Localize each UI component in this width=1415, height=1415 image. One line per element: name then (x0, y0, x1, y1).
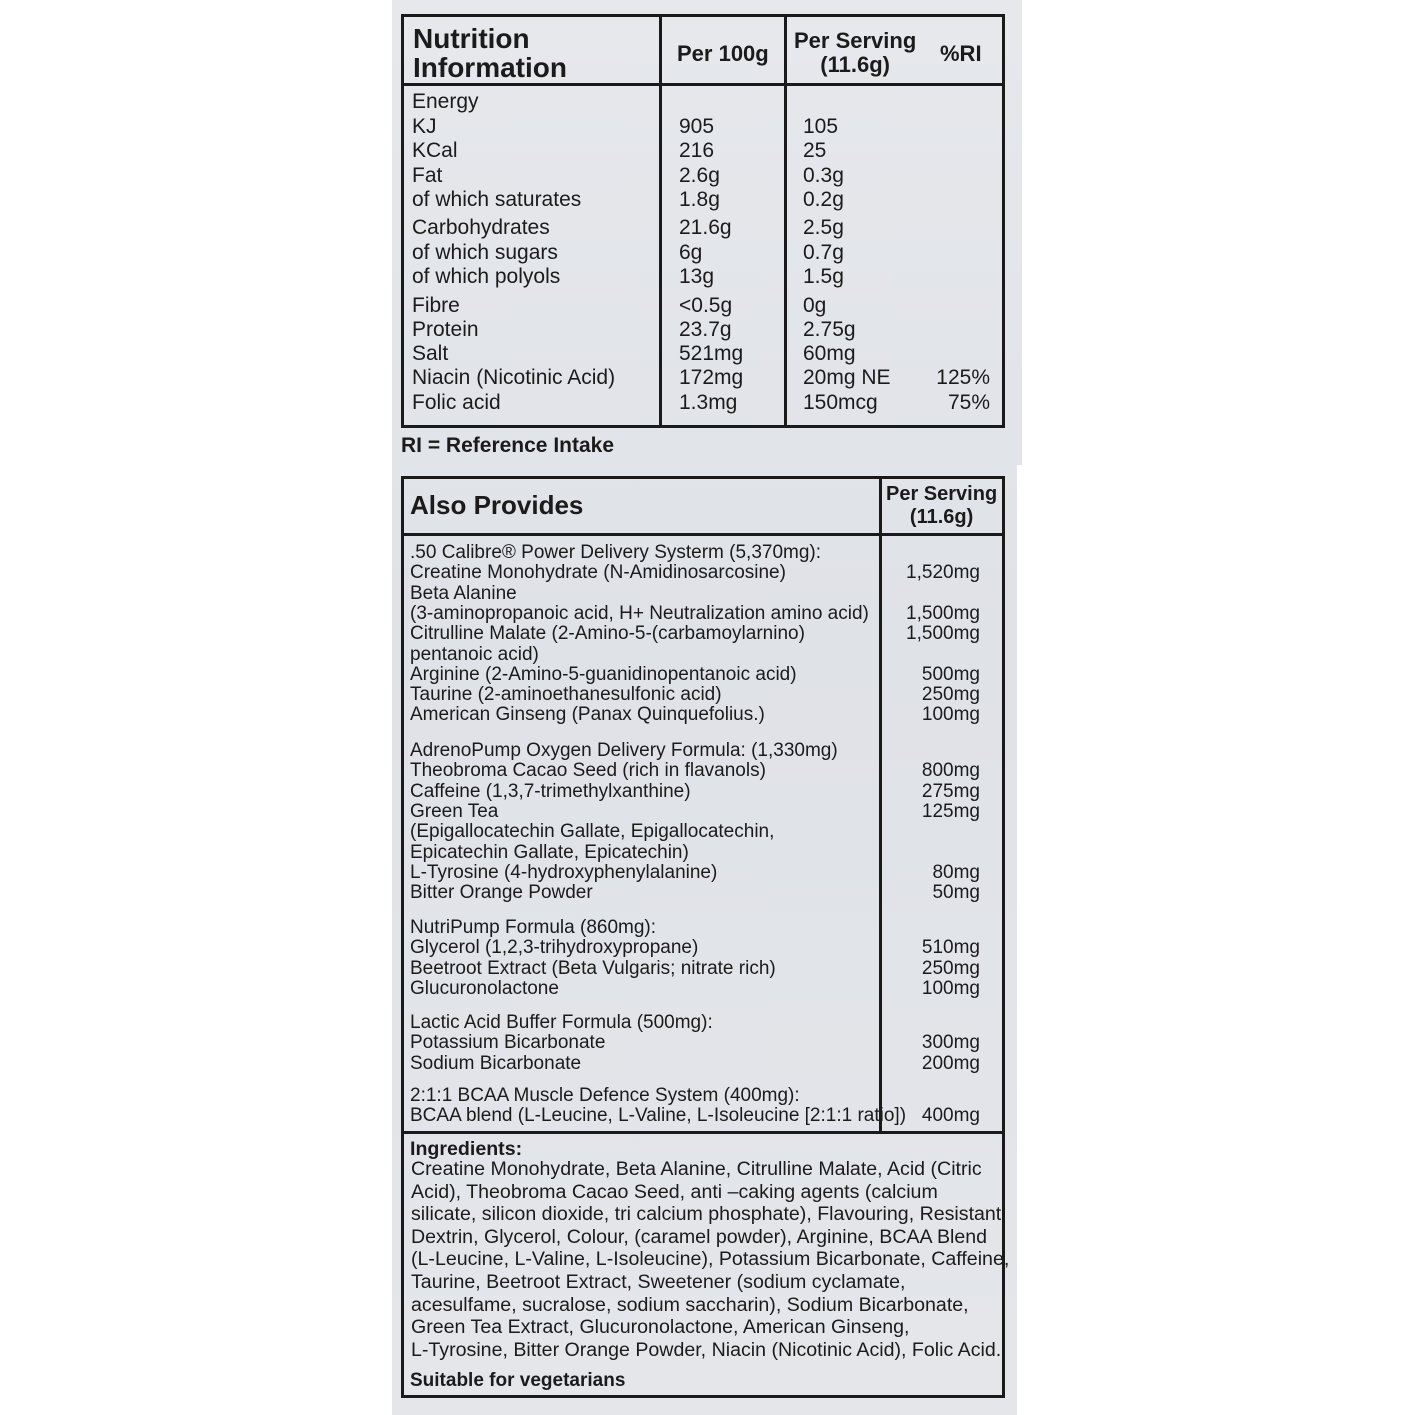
nutrient-label: Fat (412, 163, 443, 187)
nutrient-per-serving: 0.3g (803, 163, 844, 187)
supplement-ingredient: Beta Alanine (410, 582, 517, 604)
nutrient-per-100g: 13g (679, 265, 715, 288)
nutrient-per-serving: 60mg (803, 342, 856, 365)
supplement-amount: 300mg (921, 1032, 980, 1054)
ingredients-line: L-Tyrosine, Bitter Orange Powder, Niacin (Nicotinic Acid), Folic Acid. (411, 1338, 1002, 1361)
nutrition-title-line1: Nutrition (413, 23, 530, 54)
supplement-ingredient: Bitter Orange Powder (410, 882, 593, 904)
col-per-serving-line2: (11.6g) (820, 52, 890, 77)
nutrient-per-serving: 2.5g (803, 216, 844, 239)
nutrient-label: KCal (412, 139, 458, 162)
supplement-ingredient: Theobroma Cacao Seed (rich in flavanols) (410, 760, 766, 782)
nutrient-per-100g: 21.6g (679, 216, 732, 239)
ingredients-line: Dextrin, Glycerol, Colour, (caramel powder), Arginine, BCAA Blend (411, 1225, 988, 1248)
nutrient-per-100g: 23.7g (679, 318, 732, 341)
supplement-ingredient: Sodium Bicarbonate (410, 1052, 582, 1074)
supplement-amount: 1,500mg (906, 623, 980, 645)
nutrition-header-rule (401, 83, 1005, 86)
nutrient-per-100g: 905 (679, 114, 715, 138)
nutrient-per-100g: 521mg (679, 342, 744, 365)
nutrient-per-100g: 1.8g (679, 188, 720, 211)
nutrient-per-100g: 2.6g (679, 163, 720, 187)
nutrient-per-serving: 0.7g (803, 240, 844, 264)
nutrient-label: of which saturates (412, 188, 582, 211)
also-provides-title: Also Provides (410, 490, 584, 520)
supplement-ingredient: L-Tyrosine (4-hydroxyphenylalanine) (410, 861, 718, 883)
supplement-ingredient: Epicatechin Gallate, Epicatechin) (410, 841, 689, 863)
supplement-ingredient: American Ginseng (Panax Quinquefolius.) (410, 704, 765, 726)
nutrient-label: of which polyols (412, 265, 561, 288)
nutrient-per-100g: 1.3mg (679, 390, 738, 414)
ingredients-line: silicate, silicon dioxide, tri calcium phosphate), Flavouring, Resistant (411, 1203, 1002, 1226)
supplement-ingredient: Creatine Monohydrate (N-Amidinosarcosine) (410, 562, 786, 584)
supplement-amount: 50mg (932, 882, 980, 904)
ingredients-line: Acid), Theobroma Cacao Seed, anti –caking agents (calcium (411, 1180, 938, 1203)
supplement-amount: 1,500mg (906, 602, 980, 624)
supplement-ingredient: Arginine (2-Amino-5-guanidinopentanoic acid) (410, 663, 797, 685)
nutrient-label: of which sugars (412, 240, 558, 264)
supplement-group-heading: Lactic Acid Buffer Formula (500mg): (410, 1012, 713, 1033)
nutrient-per-serving: 25 (803, 139, 827, 162)
col-per-serving-line1: Per Serving (794, 28, 917, 53)
nutrient-label: Folic acid (412, 390, 501, 414)
nutrient-label: Salt (412, 342, 449, 365)
nutrient-label: Protein (412, 318, 479, 341)
supplement-amount: 800mg (921, 760, 980, 782)
nutrient-per-100g: 6g (679, 240, 703, 264)
supplement-amount: 275mg (921, 780, 980, 802)
nutrient-per-serving: 150mcg (803, 390, 878, 414)
also-col-per-serving (886, 483, 997, 529)
supplement-group-heading: NutriPump Formula (860mg): (410, 917, 657, 938)
supplement-ingredient: Green Tea (410, 800, 499, 822)
supplement-ingredient: Citrulline Malate (2-Amino-5-(carbamoylarnino) (410, 623, 805, 645)
supplement-ingredient: Caffeine (1,3,7-trimethylxanthine) (410, 780, 691, 802)
nutrient-per-serving: 0.2g (803, 188, 844, 211)
supplement-group-heading: 2:1:1 BCAA Muscle Defence System (400mg): (410, 1085, 800, 1106)
supplement-ingredient: Taurine (2-aminoethanesulfonic acid) (410, 684, 722, 706)
supplement-ingredient: Potassium Bicarbonate (410, 1032, 606, 1054)
supplement-amount: 510mg (921, 937, 980, 959)
supplement-amount: 400mg (921, 1105, 980, 1127)
supplement-amount: 1,520mg (906, 562, 980, 584)
supplement-amount: 200mg (921, 1052, 980, 1074)
supplement-amount: 500mg (921, 663, 980, 685)
reference-intake-note: RI = Reference Intake (401, 434, 615, 457)
nutrient-per-100g: 172mg (679, 366, 744, 389)
nutrient-label: KJ (412, 114, 437, 138)
nutrient-per-serving: 1.5g (803, 265, 844, 288)
col-per-serving (794, 29, 916, 77)
nutrient-per-100g: <0.5g (679, 293, 733, 317)
supplement-ingredient: Glycerol (1,2,3-trihydroxypropane) (410, 937, 699, 959)
supplement-ingredient: (3-aminopropanoic acid, H+ Neutralization amino acid) (410, 602, 869, 624)
supplement-amount: 100mg (921, 704, 980, 726)
nutrient-label: Fibre (412, 293, 460, 317)
also-col-per-serving-line1: Per Serving (886, 483, 998, 505)
vegetarian-note: Suitable for vegetarians (410, 1370, 626, 1391)
supplement-amount: 250mg (921, 684, 980, 706)
nutrient-per-serving: 105 (803, 114, 839, 138)
supplement-ingredient: pentanoic acid) (410, 643, 539, 665)
supplement-amount: 100mg (921, 977, 980, 999)
nutrient-ri: 125% (936, 366, 990, 389)
nutrient-ri: 75% (947, 390, 990, 414)
nutrient-label: Carbohydrates (412, 216, 550, 239)
label-edge-gap (1017, 465, 1025, 1415)
also-provides-header-rule (401, 533, 1005, 536)
also-col-per-serving-line2: (11.6g) (909, 506, 974, 528)
col-per-100g: Per 100g (677, 41, 769, 66)
ingredients-line: Creatine Monohydrate, Beta Alanine, Citrulline Malate, Acid (Citric (411, 1158, 982, 1180)
nutrient-label: Energy (412, 90, 479, 113)
ingredients-line: Taurine, Beetroot Extract, Sweetener (sodium cyclamate, (411, 1270, 906, 1293)
supplement-group-heading: AdrenoPump Oxygen Delivery Formula: (1,330mg) (410, 740, 838, 761)
ingredients-title: Ingredients: (410, 1138, 523, 1160)
ingredients-line: (L-Leucine, L-Valine, L-Isoleucine), Potassium Bicarbonate, Caffeine, (411, 1248, 1010, 1271)
ingredients-rule (401, 1131, 1005, 1134)
nutrient-per-serving: 20mg NE (803, 366, 891, 389)
supplement-ingredient: Beetroot Extract (Beta Vulgaris; nitrate rich) (410, 957, 776, 979)
nutrient-per-100g: 216 (679, 139, 715, 162)
supplement-amount: 125mg (921, 800, 980, 822)
col-ri: %RI (940, 41, 982, 66)
supplement-amount: 80mg (932, 861, 980, 883)
nutrition-title (413, 24, 567, 82)
nutrient-label: Niacin (Nicotinic Acid) (412, 366, 616, 389)
supplement-group-heading: .50 Calibre® Power Delivery Systerm (5,370mg): (410, 542, 822, 563)
nutrition-divider-2 (784, 14, 787, 428)
supplement-amount: 250mg (921, 957, 980, 979)
supplement-ingredient: BCAA blend (L-Leucine, L-Valine, L-Isoleucine [2:1:1 ratio]) (410, 1105, 907, 1127)
ingredients-text (411, 1158, 1009, 1361)
nutrition-divider-1 (659, 14, 662, 428)
nutrient-per-serving: 2.75g (803, 318, 856, 341)
nutrition-title-line2: Information (413, 52, 567, 83)
supplement-ingredient: (Epigallocatechin Gallate, Epigallocatechin, (410, 821, 775, 843)
ingredients-line: Green Tea Extract, Glucuronolactone, American Ginseng, (411, 1316, 910, 1339)
nutrient-per-serving: 0g (803, 293, 827, 317)
supplement-ingredient: Glucuronolactone (410, 977, 559, 999)
ingredients-line: acesulfame, sucralose, sodium saccharin), Sodium Bicarbonate, (411, 1293, 969, 1316)
